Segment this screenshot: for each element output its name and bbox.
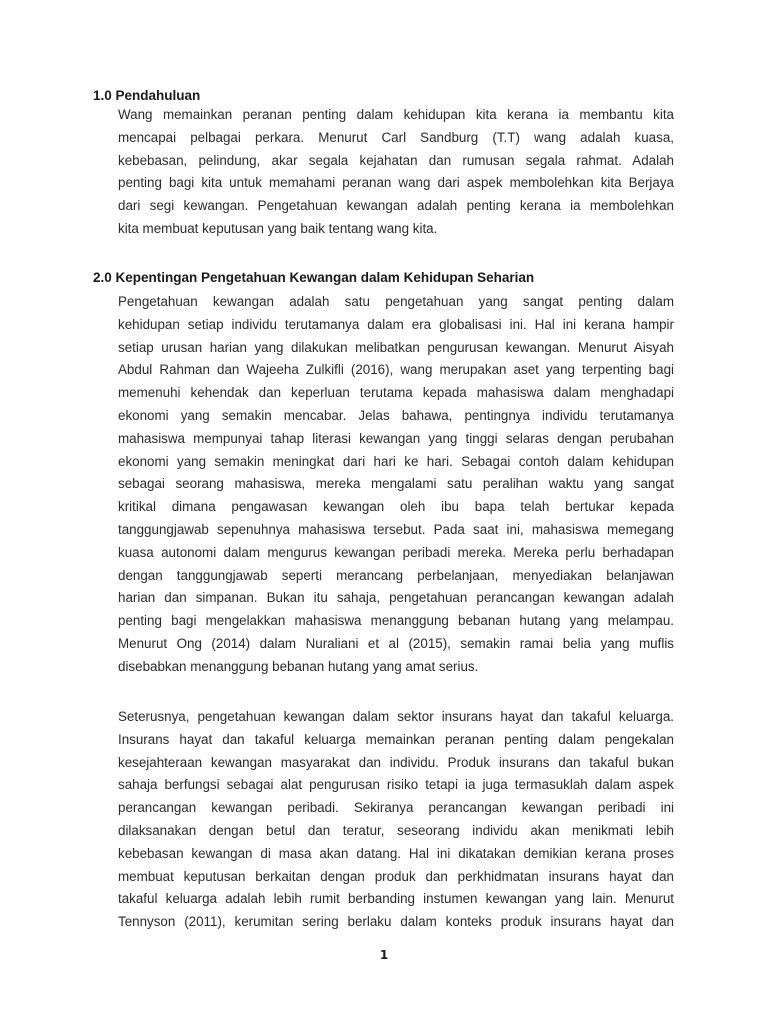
- text-line: mahasiswa mempunyai tahap literasi kewangan yang tinggi selaras dengan perubahan: [118, 430, 674, 446]
- text-line: sebagai seorang mahasiswa, mereka mengalami satu peralihan waktu yang sangat: [118, 476, 674, 492]
- text-line: setiap urusan harian yang dilakukan melibatkan pengurusan kewangan. Menurut Aisyah: [118, 339, 674, 355]
- text-line: Pengetahuan kewangan adalah satu pengetahuan yang sangat penting dalam: [118, 294, 674, 309]
- text-line: perancangan kewangan peribadi. Sekiranya perancangan kewangan peribadi ini: [118, 800, 674, 816]
- text-line: dilaksanakan dengan betul dan teratur, seseorang individu akan menikmati lebih: [118, 822, 674, 838]
- text-line: Tennyson (2011), kerumitan sering berlaku dalam konteks produk insurans hayat dan: [118, 914, 674, 930]
- text-line: mencapai pelbagai perkara. Menurut Carl Sandburg (T.T) wang adalah kuasa,: [118, 129, 674, 145]
- text-line: Wang memainkan peranan penting dalam kehidupan kita kerana ia membantu kita: [118, 107, 674, 122]
- text-line: ekonomi yang semakin meningkat dari hari ke hari. Sebagai contoh dalam kehidupan: [118, 453, 674, 469]
- page-number: 1: [379, 948, 389, 962]
- text-line: tanggungjawab sepenuhnya mahasiswa tersebut. Pada saat ini, mahasiswa memegang: [118, 521, 674, 537]
- text-line: kita membuat keputusan yang baik tentang wang kita.: [118, 220, 438, 236]
- section-2-paragraph-1: [118, 291, 674, 679]
- text-line: Seterusnya, pengetahuan kewangan dalam sektor insurans hayat dan takaful keluarga.: [118, 709, 674, 724]
- text-line: kebebasan kewangan di masa akan datang. Hal ini dikatakan demikian kerana proses: [118, 845, 674, 861]
- text-line: harian dan simpanan. Bukan itu sahaja, pengetahuan perancangan kewangan adalah: [118, 590, 674, 606]
- text-line: kehidupan setiap individu terutamanya dalam era globalisasi ini. Hal ini kerana hampir: [118, 316, 674, 332]
- section-1-heading: 1.0 Pendahuluan: [93, 88, 201, 103]
- text-line: kebebasan, pelindung, akar segala kejahatan dan rumusan segala rahmat. Adalah: [118, 152, 674, 168]
- text-line: disebabkan menanggung bebanan hutang yang amat serius.: [118, 658, 479, 674]
- text-line: kesejahteraan kewangan masyarakat dan individu. Produk insurans dan takaful bukan: [118, 754, 674, 770]
- text-line: penting bagi kita untuk memahami peranan wang dari aspek membolehkan kita Berjaya: [118, 175, 674, 191]
- text-line: Insurans hayat dan takaful keluarga memainkan peranan penting dalam pengekalan: [118, 731, 674, 747]
- section-2-heading: 2.0 Kepentingan Pengetahuan Kewangan dalam Kehidupan Seharian: [93, 270, 535, 285]
- text-line: takaful keluarga adalah lebih rumit berbanding instumen kewangan yang lain. Menurut: [118, 891, 674, 907]
- text-line: memenuhi kehendak dan keperluan terutama kepada mahasiswa dalam menghadapi: [118, 385, 674, 401]
- text-line: sahaja berfungsi sebagai alat pengurusan risiko tetapi ia juga termasuklah dalam aspek: [118, 777, 674, 793]
- text-line: ekonomi yang semakin mencabar. Jelas bahawa, pentingnya individu terutamanya: [118, 407, 674, 423]
- section-1-paragraph-1: [118, 104, 674, 241]
- text-line: penting bagi mengelakkan mahasiswa menanggung bebanan hutang yang melampau.: [118, 613, 674, 629]
- text-line: dari segi kewangan. Pengetahuan kewangan adalah penting kerana ia membolehkan: [118, 198, 674, 214]
- text-line: kritikal dimana pengawasan kewangan oleh ibu bapa telah bertukar kepada: [118, 499, 674, 515]
- text-line: kuasa autonomi dalam mengurus kewangan peribadi mereka. Mereka perlu berhadapan: [118, 544, 674, 560]
- text-line: membuat keputusan berkaitan dengan produk dan perkhidmatan insurans hayat dan: [118, 868, 674, 884]
- text-line: dengan tanggungjawab seperti merancang perbelanjaan, menyediakan belanjawan: [118, 567, 674, 583]
- text-line: Menurut Ong (2014) dalam Nuraliani et al (2015), semakin ramai belia yang muflis: [118, 635, 674, 651]
- text-line: Abdul Rahman dan Wajeeha Zulkifli (2016), wang merupakan aset yang terpenting bagi: [118, 362, 674, 378]
- section-2-paragraph-2: [118, 706, 674, 934]
